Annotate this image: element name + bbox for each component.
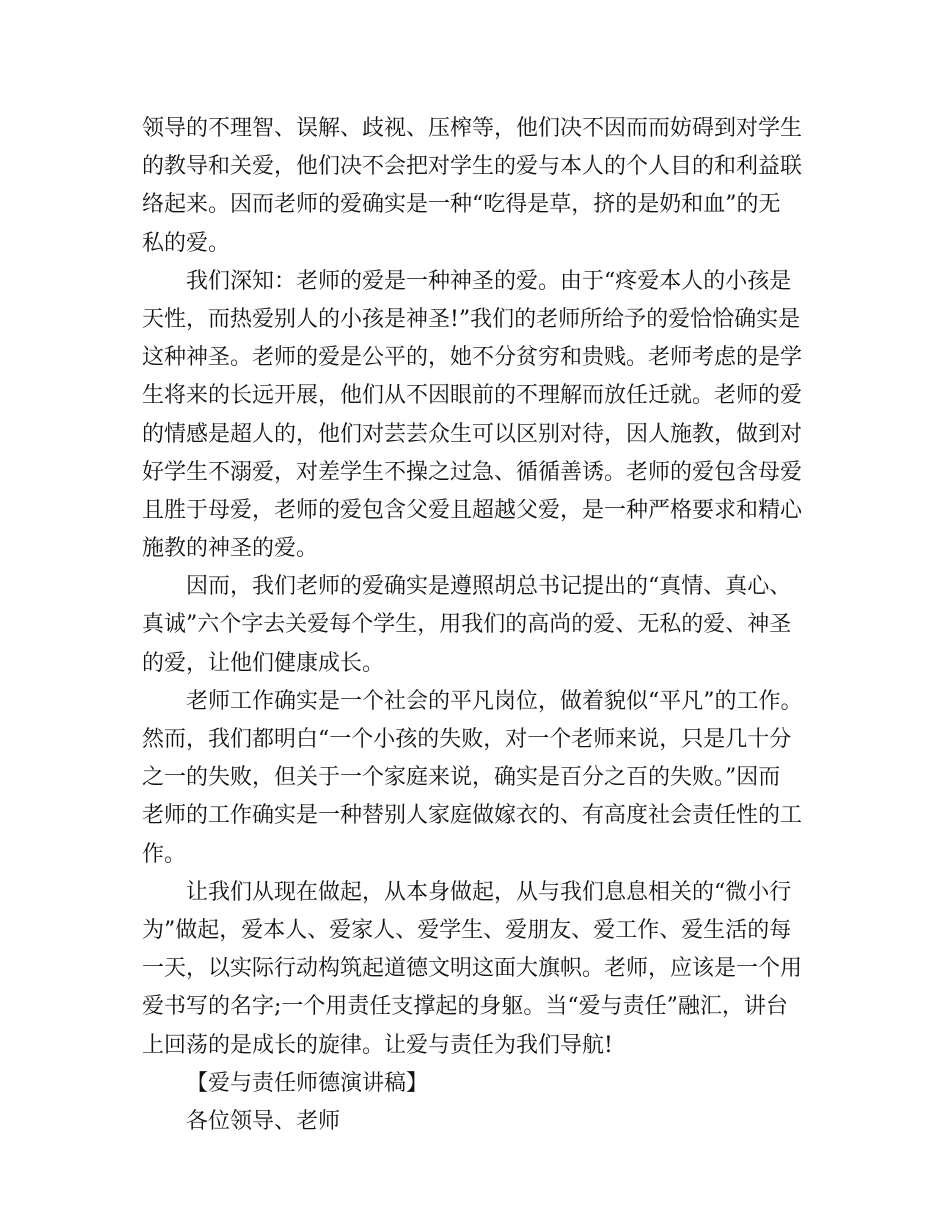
text-line: 络起来。因而老师的爱确实是一种“吃得是草，挤的是奶和血”的无 [142, 192, 781, 218]
text-line: 为”做起，爱本人、爱家人、爱学生、爱朋友、爱工作、爱生活的每 [142, 917, 792, 943]
text-line: 且胜于母爱，老师的爱包含父爱且超越父爱，是一种严格要求和精心 [142, 497, 803, 523]
text-line: 上回荡的是成长的旋律。让爱与责任为我们导航! [142, 1032, 613, 1058]
text-line: 老师工作确实是一个社会的平凡岗位，做着貌似“平凡”的工作。 [186, 688, 803, 714]
text-line: 这种神圣。老师的爱是公平的，她不分贫穷和贵贱。老师考虑的是学 [142, 345, 803, 371]
text-line: 老师的工作确实是一种替别人家庭做嫁衣的、有高度社会责任性的工 [142, 803, 803, 829]
text-line: 因而，我们老师的爱确实是遵照胡总书记提出的“真情、真心、 [186, 574, 792, 600]
text-line: 私的爱。 [142, 230, 231, 256]
paragraph [142, 1065, 842, 1103]
paragraph [142, 683, 842, 874]
text-line: 一天，以实际行动构筑起道德文明这面大旗帜。老师，应该是一个用 [142, 956, 803, 982]
document-body [142, 110, 842, 1141]
text-line: 真诚”六个字去关爱每个学生，用我们的高尚的爱、无私的爱、神圣 [142, 612, 792, 638]
text-line: 的情感是超人的，他们对芸芸众生可以区别对待，因人施教，做到对 [142, 421, 803, 447]
text-line: 生将来的长远开展，他们从不因眼前的不理解而放任迁就。老师的爱 [142, 383, 803, 409]
paragraph [142, 874, 842, 1065]
text-line: 爱书写的名字;一个用责任支撑起的身躯。当“爱与责任”融汇，讲台 [142, 994, 788, 1020]
paragraph [142, 263, 842, 569]
paragraph [142, 568, 842, 683]
text-line: 天性，而热爱别人的小孩是神圣!”我们的老师所给予的爱恰恰确实是 [142, 306, 801, 332]
text-line: 然而，我们都明白“一个小孩的失败，对一个老师来说，只是几十分 [142, 727, 792, 752]
text-line: 领导的不理智、误解、歧视、压榨等，他们决不因而而妨碍到对学生 [142, 116, 803, 141]
text-line: 的教导和关爱，他们决不会把对学生的爱与本人的个人目的和利益联 [142, 154, 803, 180]
text-line: 让我们从现在做起，从本身做起，从与我们息息相关的“微小行 [186, 879, 792, 905]
text-line: 作。 [142, 841, 187, 867]
text-line: 我们深知：老师的爱是一种神圣的爱。由于“疼爱本人的小孩是 [186, 268, 792, 294]
paragraph [142, 1103, 842, 1141]
text-line: 之一的失败，但关于一个家庭来说，确实是百分之百的失败。”因而 [142, 765, 781, 791]
text-line: 各位领导、老师 [186, 1108, 341, 1134]
paragraph [142, 110, 842, 263]
text-line: 的爱，让他们健康成长。 [142, 650, 385, 676]
text-line: 【爱与责任师德演讲稿】 [186, 1070, 429, 1096]
text-line: 施教的神圣的爱。 [142, 536, 319, 562]
text-line: 好学生不溺爱，对差学生不操之过急、循循善诱。老师的爱包含母爱 [142, 459, 803, 485]
